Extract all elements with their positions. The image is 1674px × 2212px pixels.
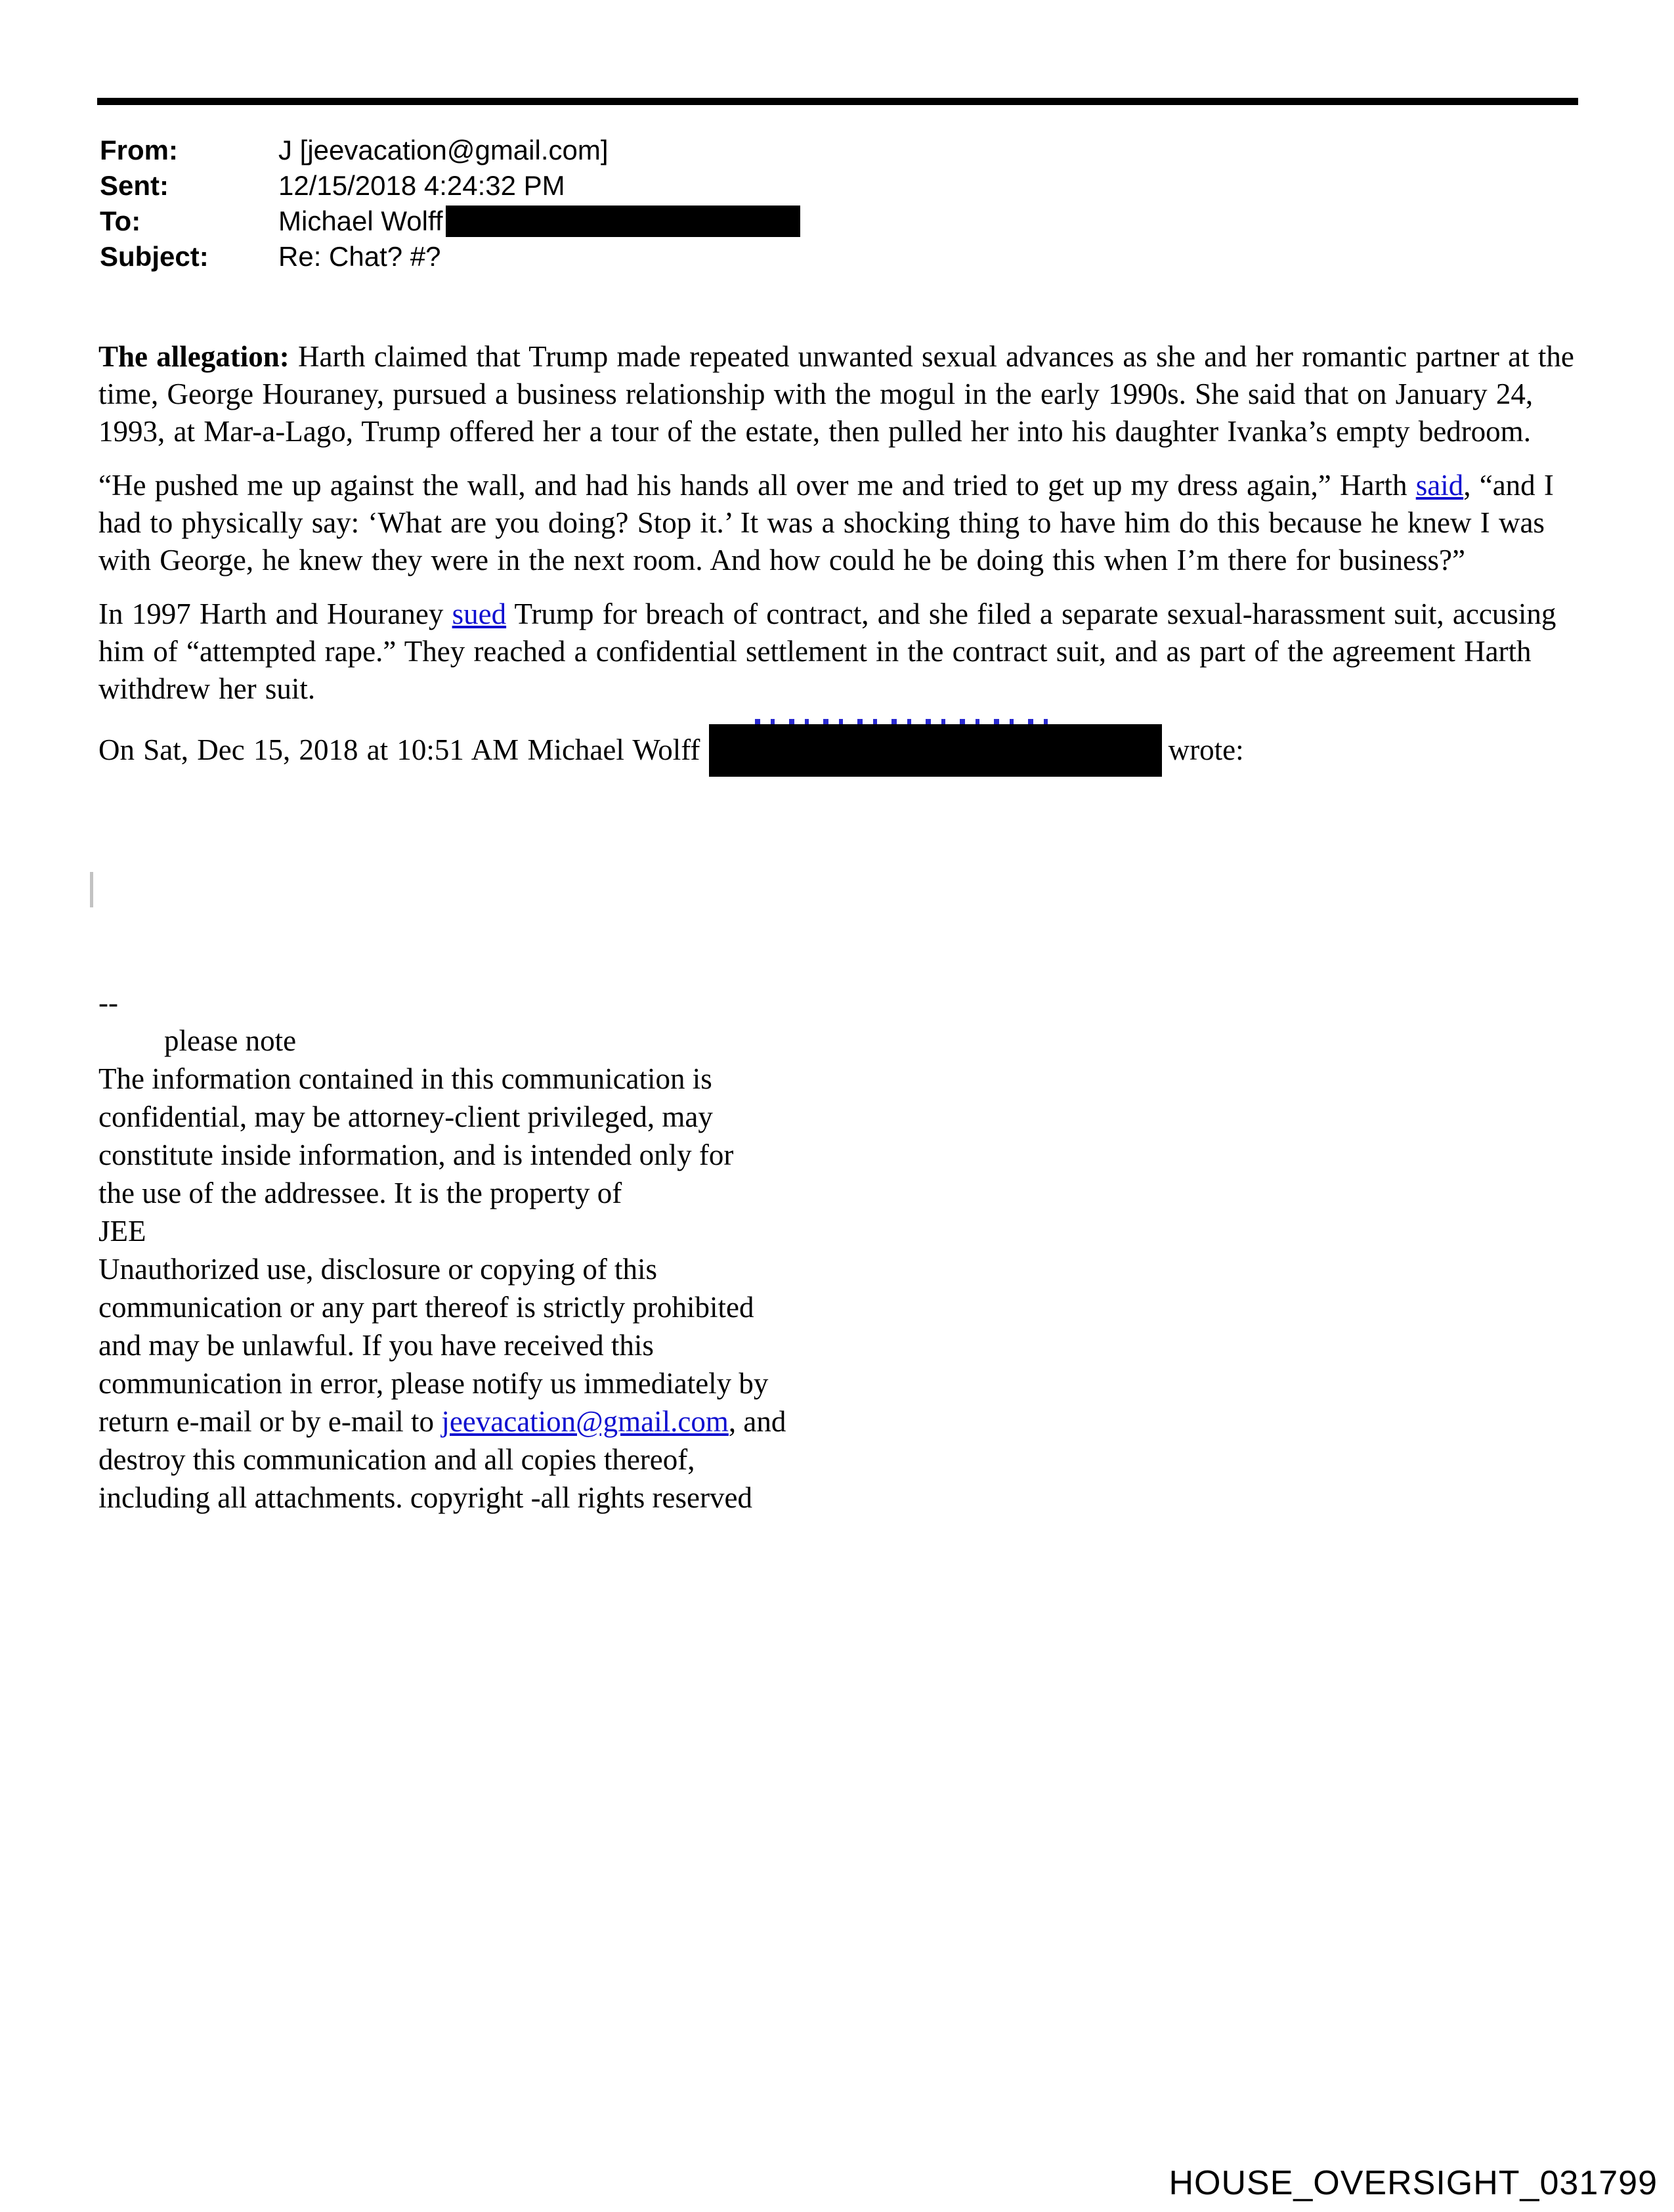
- header-divider-rule: [97, 98, 1578, 105]
- bates-number: HOUSE_OVERSIGHT_031799: [1169, 2164, 1658, 2202]
- disclaimer-line: constitute inside information, and is intended only for: [98, 1139, 734, 1171]
- sent-value: 12/15/2018 4:24:32 PM: [278, 170, 565, 201]
- blockquote-bar: [90, 872, 93, 907]
- sent-label: Sent:: [100, 170, 169, 201]
- disclaimer-line: and may be unlawful. If you have received this: [98, 1329, 654, 1362]
- from-label: From:: [100, 135, 178, 165]
- signature-block: [98, 984, 786, 1517]
- email-line-after: , and: [728, 1405, 786, 1438]
- disclaimer-line: confidential, may be attorney-client privileged, may: [98, 1100, 713, 1133]
- from-value: J [jeevacation@gmail.com]: [278, 135, 609, 165]
- email-line-before: return e-mail or by e-mail to: [98, 1405, 442, 1438]
- lawsuit-text-before: In 1997 Harth and Houraney: [98, 597, 452, 630]
- to-value: Michael Wolff: [278, 206, 443, 236]
- disclaimer-line: JEE: [98, 1215, 146, 1247]
- email-header: [100, 133, 800, 274]
- reply-quote-before: On Sat, Dec 15, 2018 at 10:51 AM Michael Wolff: [98, 733, 709, 766]
- disclaimer-line: destroy this communication and all copies thereof,: [98, 1443, 695, 1476]
- header-row-to: [100, 204, 800, 239]
- to-label: To:: [100, 206, 141, 236]
- reply-quote-after: wrote:: [1168, 733, 1244, 766]
- allegation-lead: The allegation:: [98, 340, 290, 373]
- signature-email-link[interactable]: jeevacation@gmail.com: [441, 1405, 729, 1438]
- disclaimer-email-line: [98, 1402, 786, 1441]
- header-row-sent: [100, 168, 800, 204]
- reply-quote-header: [98, 724, 1599, 777]
- sued-link[interactable]: sued: [452, 597, 507, 630]
- lawsuit-text-after: Trump for breach of contract, and she filed a separate sexual-harassment suit, accusing him of “attempted rape.” They reached a confidential settlement in the contract suit, and as part of the agreement Harth withdrew her suit.: [98, 597, 1556, 705]
- disclaimer-line: communication in error, please notify us immediately by: [98, 1367, 769, 1400]
- quote-text-after: , “and I had to physically say: ‘What are you doing? Stop it.’ It was a shocking thing to have him do this because he knew I was with George, he knew they were in the next room. And how could he be doing this when I’m there for business?”: [98, 469, 1554, 576]
- signature-separator: --: [98, 986, 118, 1019]
- paragraph-allegation: [98, 338, 1599, 450]
- redacted-email-bar: [709, 724, 1162, 777]
- email-body: [98, 338, 1599, 793]
- subject-label: Subject:: [100, 241, 209, 272]
- disclaimer-line: communication or any part thereof is strictly prohibited: [98, 1291, 754, 1324]
- allegation-text: Harth claimed that Trump made repeated unwanted sexual advances as she and her romantic partner at the time, George Houraney, pursued a business relationship with the mogul in the early 1990s. She said that on January 24, 1993, at Mar-a-Lago, Trump offered her a tour of the estate, then pulled her into his daughter Ivanka’s empty bedroom.: [98, 340, 1574, 448]
- header-row-subject: [100, 239, 800, 274]
- disclaimer-line: Unauthorized use, disclosure or copying of this: [98, 1253, 658, 1286]
- please-note-label: please note: [164, 1024, 297, 1057]
- header-row-from: [100, 133, 800, 168]
- quote-text-before: “He pushed me up against the wall, and had his hands all over me and tried to get up my dress again,” Harth: [98, 469, 1416, 502]
- disclaimer-line: including all attachments. copyright -all rights reserved: [98, 1481, 752, 1514]
- disclaimer-line: The information contained in this communication is: [98, 1062, 712, 1095]
- said-link[interactable]: said: [1415, 469, 1464, 502]
- paragraph-quote: [98, 467, 1599, 579]
- disclaimer-line: the use of the addressee. It is the property of: [98, 1177, 622, 1209]
- paragraph-lawsuit: [98, 596, 1599, 708]
- redacted-recipient-bar: [446, 206, 800, 237]
- subject-value: Re: Chat? #?: [278, 241, 441, 272]
